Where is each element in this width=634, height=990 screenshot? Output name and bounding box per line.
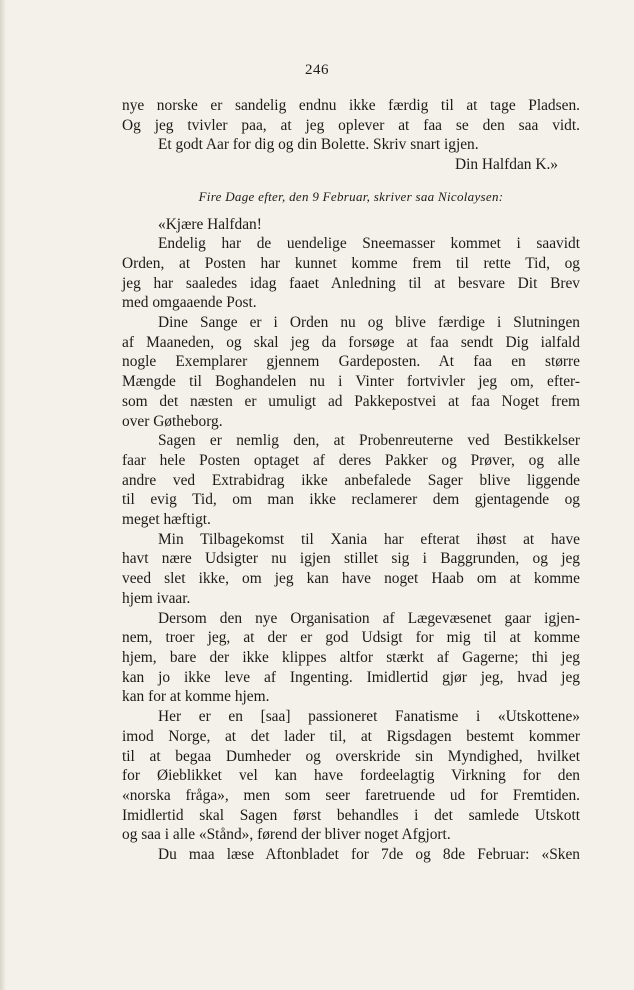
text-line: kan for at komme hjem.	[122, 688, 270, 706]
text-line: nem, troer jeg, at der er god Udsigt for mig til at komme	[122, 629, 580, 647]
text-line: Min Tilbagekomst til Xania har efterat ihøst at have	[158, 530, 580, 548]
text-line: til at begaa Dumheder og overskride sin Myndighed, hvilket	[122, 747, 580, 765]
text-line: imod Norge, at det lader til, at Rigsdagen bestemt kommer	[122, 727, 580, 745]
text-line: for Øieblikket vel kan have fordeelagtig Virkning for den	[122, 767, 580, 785]
text-line: hjem ivaar.	[122, 589, 191, 607]
text-line: Mængde til Boghandelen nu i Vinter fortvivler jeg om, efter-	[122, 373, 580, 391]
section-heading: Fire Dage efter, den 9 Februar, skriver saa Nicolaysen:	[198, 188, 504, 204]
text-line: andre ved Extrabidrag ikke anbefalede Sager blive liggende	[122, 471, 580, 489]
text-line: hjem, bare der ikke klippes altfor stærkt af Gagerne; thi jeg	[122, 648, 580, 666]
text-line: over Gøtheborg.	[122, 412, 223, 430]
text-line: Her er en [saa] passioneret Fanatisme i «Utskottene»	[158, 708, 580, 726]
text-line: Din Halfdan K.»	[454, 156, 558, 174]
text-line: Endelig har de uendelige Sneemasser kommet i saavidt	[158, 235, 580, 253]
text-line: jeg har saaledes idag faaet Anledning til at besvare Dit Brev	[122, 274, 580, 292]
text-line: Sagen er nemlig den, at Probenreuterne ved Bestikkelser	[158, 432, 580, 450]
text-line: Du maa læse Aftonbladet for 7de og 8de Februar: «Sken	[158, 846, 580, 864]
text-line: til evig Tid, om man ikke reclamerer dem gjentagende og	[122, 491, 580, 509]
text-line: havt nære Udsigter nu igjen stillet sig i Baggrunden, og jeg	[122, 550, 580, 568]
text-line: Dersom den nye Organisation af Lægevæsenet gaar igjen-	[158, 609, 580, 627]
page-gutter	[0, 0, 6, 990]
text-line: af Maaneden, og skal jeg da forsøge at faa sendt Dig ialfald	[122, 333, 580, 351]
text-line: «norska fråga», men som seer faretruende ud for Fremtiden.	[122, 786, 580, 804]
text-line: kan jo ikke leve af Ingenting. Imidlertid gjør jeg, hvad jeg	[122, 668, 580, 686]
text-line: Og jeg tvivler paa, at jeg oplever at faa se den saa vidt.	[122, 116, 580, 134]
text-line: Et godt Aar for dig og din Bolette. Skriv snart igjen.	[158, 136, 479, 154]
text-line: veed slet ikke, om jeg kan have noget Haab om at komme	[122, 570, 580, 588]
text-line: Dine Sange er i Orden nu og blive færdige i Slutningen	[158, 314, 580, 332]
text-line: nogle Exemplarer gjennem Gardeposten. At faa en større	[122, 353, 580, 371]
text-line: med omgaaende Post.	[122, 294, 257, 312]
text-line: nye norske er sandelig endnu ikke færdig til at tage Pladsen.	[122, 97, 580, 114]
body-text	[122, 96, 580, 865]
text-line: Orden, at Posten har kunnet komme frem til rette Tid, og	[122, 254, 580, 272]
text-line: meget hæftigt.	[122, 511, 211, 529]
text-line: som det næsten er umuligt ad Pakkepostvei at faa Noget frem	[122, 392, 580, 410]
page-number: 246	[305, 62, 329, 78]
text-line: og saa i alle «Stånd», førend der bliver noget Afgjort.	[122, 826, 451, 844]
text-line: faar hele Posten optaget af deres Pakker og Prøver, og alle	[122, 451, 580, 469]
text-line: «Kjære Halfdan!	[158, 215, 262, 233]
text-line: Imidlertid skal Sagen først behandles i det samlede Utskott	[122, 806, 580, 824]
